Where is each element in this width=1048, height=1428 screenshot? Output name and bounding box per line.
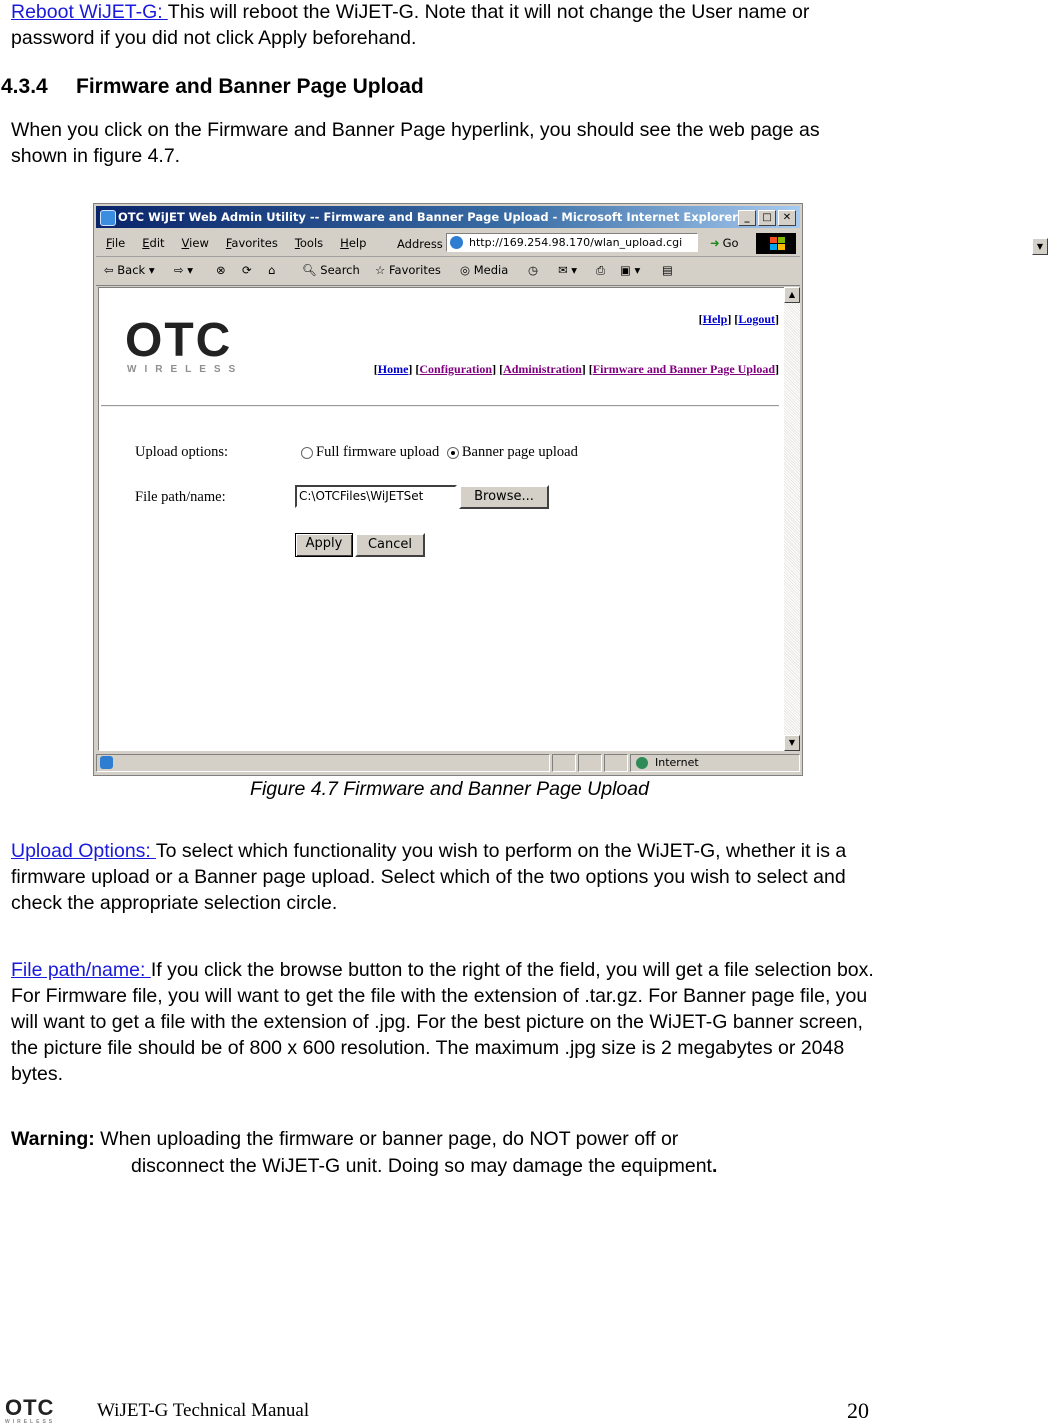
menu-help[interactable]: Help xyxy=(340,236,367,250)
back-button[interactable]: ⇦ Back ▾ xyxy=(104,263,155,277)
internet-zone-icon xyxy=(636,757,648,769)
top-links: [Help] [Logout] xyxy=(698,312,779,326)
warning-line-2: disconnect the WiJET-G unit. Doing so may damage the equipment xyxy=(131,1155,712,1177)
browser-window xyxy=(93,203,1044,776)
media-icon: ◎ xyxy=(460,263,471,277)
apply-button[interactable]: Apply xyxy=(295,533,353,557)
windows-logo-icon xyxy=(756,233,796,254)
menu-favorites[interactable]: Favorites xyxy=(225,236,278,250)
file-path-label: File path/name: xyxy=(135,489,226,505)
reboot-link[interactable]: Reboot WiJET-G: xyxy=(11,1,168,23)
search-icon: 🔍︎ xyxy=(302,263,317,277)
stop-icon[interactable]: ⊗ xyxy=(216,263,226,277)
go-label: Go xyxy=(722,236,739,250)
section-title: Firmware and Banner Page Upload xyxy=(76,75,424,98)
banner-page-radio[interactable] xyxy=(447,447,459,459)
menu-tools[interactable]: Tools xyxy=(294,236,324,250)
upload-options-paragraph xyxy=(11,838,881,916)
section-intro: When you click on the Firmware and Banner Page hyperlink, you should see the web page as shown in figure 4.7. xyxy=(11,119,820,167)
page-icon xyxy=(450,236,463,249)
logo-text: OTC xyxy=(125,314,233,367)
web-page xyxy=(98,287,786,751)
edit-icon[interactable]: ▣ ▾ xyxy=(620,263,641,277)
media-label: Media xyxy=(473,263,509,277)
nav-links: [Home] [Configuration] [Administration] [Firmware and Banner Page Upload] xyxy=(373,362,779,376)
nav-administration[interactable]: Administration xyxy=(503,362,582,376)
toolbar xyxy=(96,257,800,286)
section-heading xyxy=(1,75,424,99)
upload-options-group xyxy=(301,444,578,461)
browser-title-bar xyxy=(96,206,800,228)
file-path-input[interactable]: C:\OTCFiles\WiJETSet xyxy=(295,485,457,508)
warning-label: Warning: xyxy=(11,1128,95,1150)
menu-view[interactable]: View xyxy=(181,236,209,250)
nav-home[interactable]: Home xyxy=(377,362,409,376)
close-button[interactable]: ✕ xyxy=(778,210,796,226)
warning-note xyxy=(11,1126,718,1177)
scroll-down-icon[interactable]: ▼ xyxy=(784,735,800,751)
favorites-icon: ☆ xyxy=(375,263,386,277)
status-zone xyxy=(630,754,800,772)
footer-logo-subtext: WIRELESS xyxy=(5,1419,56,1425)
footer-title: WiJET-G Technical Manual xyxy=(97,1400,310,1421)
browse-button[interactable]: Browse... xyxy=(459,485,549,509)
warning-end: . xyxy=(711,1155,718,1177)
forward-button[interactable]: ⇨ ▾ xyxy=(174,263,194,277)
maximize-button[interactable]: □ xyxy=(758,210,776,226)
cancel-button[interactable]: Cancel xyxy=(355,533,425,557)
file-path-link[interactable]: File path/name: xyxy=(11,959,151,981)
search-button[interactable] xyxy=(302,263,360,277)
page-number: 20 xyxy=(847,1398,869,1423)
mail-icon[interactable]: ✉ ▾ xyxy=(558,263,578,277)
upload-options-text: To select which functionality you wish to perform on the WiJET-G, whether it is a firmware upload or a Banner page upload. Select which of the two options you wish to select and check the appropriate selection circle. xyxy=(11,840,847,914)
status-pane xyxy=(578,754,602,772)
full-firmware-radio[interactable] xyxy=(301,447,313,459)
ie-icon xyxy=(100,210,116,226)
back-label: Back xyxy=(117,263,146,277)
address-dropdown-icon[interactable]: ▼ xyxy=(1032,238,1048,255)
vertical-scrollbar[interactable] xyxy=(784,287,800,751)
browser-title: OTC WiJET Web Admin Utility -- Firmware and Banner Page Upload - Microsoft Internet Explorer xyxy=(118,210,738,224)
reboot-paragraph xyxy=(11,0,881,51)
media-button[interactable] xyxy=(460,263,508,277)
banner-page-label: Banner page upload xyxy=(461,444,578,460)
help-link[interactable]: Help xyxy=(702,312,728,326)
go-arrow-icon: ➜ xyxy=(710,236,720,250)
figure-caption: Figure 4.7 Firmware and Banner Page Upload xyxy=(250,778,649,800)
go-button[interactable] xyxy=(710,236,739,250)
nav-firmware-upload[interactable]: Firmware and Banner Page Upload xyxy=(592,362,775,376)
print-icon[interactable]: ⎙ xyxy=(596,263,606,277)
address-label: Address xyxy=(397,237,443,251)
warning-line-1: When uploading the firmware or banner page, do NOT power off or xyxy=(94,1128,679,1150)
upload-options-label: Upload options: xyxy=(135,444,229,460)
section-number: 4.3.4 xyxy=(1,75,48,98)
status-main xyxy=(96,754,550,772)
full-firmware-label: Full firmware upload xyxy=(316,444,440,460)
otc-wireless-logo xyxy=(125,314,244,375)
logo-subtext: WIRELESS xyxy=(127,364,244,375)
scroll-up-icon[interactable]: ▲ xyxy=(784,287,800,303)
logout-link[interactable]: Logout xyxy=(738,312,775,326)
status-pane xyxy=(604,754,628,772)
status-zone-label: Internet xyxy=(655,756,699,769)
back-arrow-icon: ⇦ xyxy=(104,263,114,277)
menu-file[interactable]: File xyxy=(106,236,126,250)
favorites-button[interactable] xyxy=(375,263,441,277)
minimize-button[interactable]: _ xyxy=(738,210,756,226)
menu-bar xyxy=(96,230,1044,257)
file-path-text: If you click the browse button to the right of the field, you will get a file selection box. For Firmware file, you will want to get the file with the extension of .tar.gz. For Banner page file, you will want to get a file with the extension of .jpg. For the best picture on the WiJET-G banner screen, the picture file should be of 800 x 600 resolution. The maximum .jpg size is 2 megabytes or 2048 bytes. xyxy=(11,959,874,1085)
discuss-icon[interactable]: ▤ xyxy=(662,263,673,277)
upload-options-link[interactable]: Upload Options: xyxy=(11,840,156,862)
status-bar xyxy=(96,752,800,774)
search-label: Search xyxy=(320,263,360,277)
refresh-icon[interactable]: ⟳ xyxy=(242,263,252,277)
divider xyxy=(101,405,779,407)
nav-configuration[interactable]: Configuration xyxy=(419,362,493,376)
favorites-label: Favorites xyxy=(388,263,441,277)
footer-logo xyxy=(5,1397,55,1425)
reboot-text: This will reboot the WiJET-G. Note that it will not change the User name or password if you did not click Apply beforehand. xyxy=(11,1,810,49)
file-path-paragraph xyxy=(11,957,881,1087)
status-page-icon xyxy=(100,756,113,769)
history-icon[interactable]: ◷ xyxy=(528,263,539,277)
footer-logo-text: OTC xyxy=(5,1395,55,1420)
address-url: http://169.254.98.170/wlan_upload.cgi xyxy=(469,236,683,249)
home-icon[interactable]: ⌂ xyxy=(268,263,276,277)
menu-edit[interactable]: Edit xyxy=(142,236,165,250)
status-pane xyxy=(552,754,576,772)
